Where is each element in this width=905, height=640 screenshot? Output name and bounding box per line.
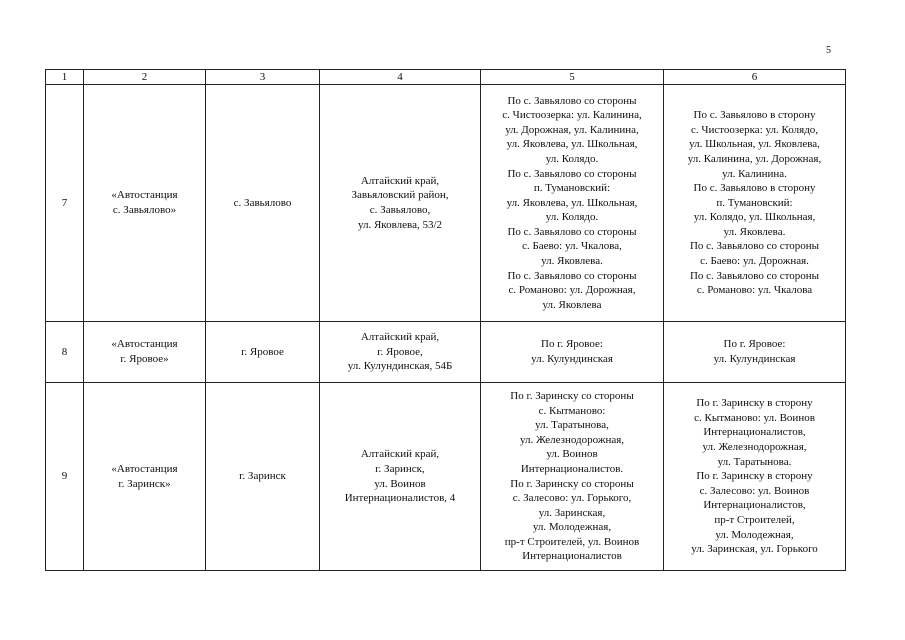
route-inbound-cell: По г. Заринску со стороны с. Кытманово: ул. Таратынова, ул. Железнодорожная, ул. Воинов Интернационалистов. По г. Заринску со стороны с. Залесово: ул. Горького, ул. Заринская, ул. Молодежная, пр-т Строителей, ул. Воинов Интернационалистов bbox=[481, 383, 664, 571]
route-outbound-cell: По с. Завьялово в сторону с. Чистоозерка: ул. Колядо, ул. Школьная, ул. Яковлева, ул. Калинина, ул. Дорожная, ул. Калинина. По с. Завьялово в сторону п. Тумановский: ул. Колядо, ул. Школьная, ул. Яковлева. По с. Завьялово со стороны с. Баево: ул. Дорожная. По с. Завьялово со стороны с. Романово: ул. Чкалова bbox=[664, 85, 846, 322]
station-name-cell: «Автостанция с. Завьялово» bbox=[84, 85, 206, 322]
address-cell: Алтайский край, Завьяловский район, с. Завьялово, ул. Яковлева, 53/2 bbox=[320, 85, 481, 322]
routes-table bbox=[45, 69, 846, 571]
row-number-cell: 7 bbox=[46, 85, 84, 322]
route-outbound-cell: По г. Яровое: ул. Кулундинская bbox=[664, 322, 846, 383]
page-number: 5 bbox=[826, 45, 831, 56]
address-cell: Алтайский край, г. Яровое, ул. Кулундинская, 54Б bbox=[320, 322, 481, 383]
table-row bbox=[46, 322, 846, 383]
table-row bbox=[46, 383, 846, 571]
column-header: 4 bbox=[320, 70, 481, 85]
column-header: 2 bbox=[84, 70, 206, 85]
route-inbound-cell: По г. Яровое: ул. Кулундинская bbox=[481, 322, 664, 383]
locality-cell: с. Завьялово bbox=[206, 85, 320, 322]
station-name-cell: «Автостанция г. Заринск» bbox=[84, 383, 206, 571]
locality-cell: г. Заринск bbox=[206, 383, 320, 571]
column-header: 5 bbox=[481, 70, 664, 85]
route-inbound-cell: По с. Завьялово со стороны с. Чистоозерка: ул. Калинина, ул. Дорожная, ул. Калинина, ул. Яковлева, ул. Школьная, ул. Колядо. По с. Завьялово со стороны п. Тумановский: ул. Яковлева, ул. Школьная, ул. Колядо. По с. Завьялово со стороны с. Баево: ул. Чкалова, ул. Яковлева. По с. Завьялово со стороны с. Романово: ул. Дорожная, ул. Яковлева bbox=[481, 85, 664, 322]
row-number-cell: 9 bbox=[46, 383, 84, 571]
column-header: 6 bbox=[664, 70, 846, 85]
table-header-row bbox=[46, 70, 846, 85]
station-name-cell: «Автостанция г. Яровое» bbox=[84, 322, 206, 383]
locality-cell: г. Яровое bbox=[206, 322, 320, 383]
row-number-cell: 8 bbox=[46, 322, 84, 383]
table-row bbox=[46, 85, 846, 322]
column-header: 3 bbox=[206, 70, 320, 85]
route-outbound-cell: По г. Заринску в сторону с. Кытманово: ул. Воинов Интернационалистов, ул. Железнодорожная, ул. Таратынова. По г. Заринску в сторону с. Залесово: ул. Воинов Интернационалистов, пр-т Строителей, ул. Молодежная, ул. Заринская, ул. Горького bbox=[664, 383, 846, 571]
column-header: 1 bbox=[46, 70, 84, 85]
address-cell: Алтайский край, г. Заринск, ул. Воинов Интернационалистов, 4 bbox=[320, 383, 481, 571]
